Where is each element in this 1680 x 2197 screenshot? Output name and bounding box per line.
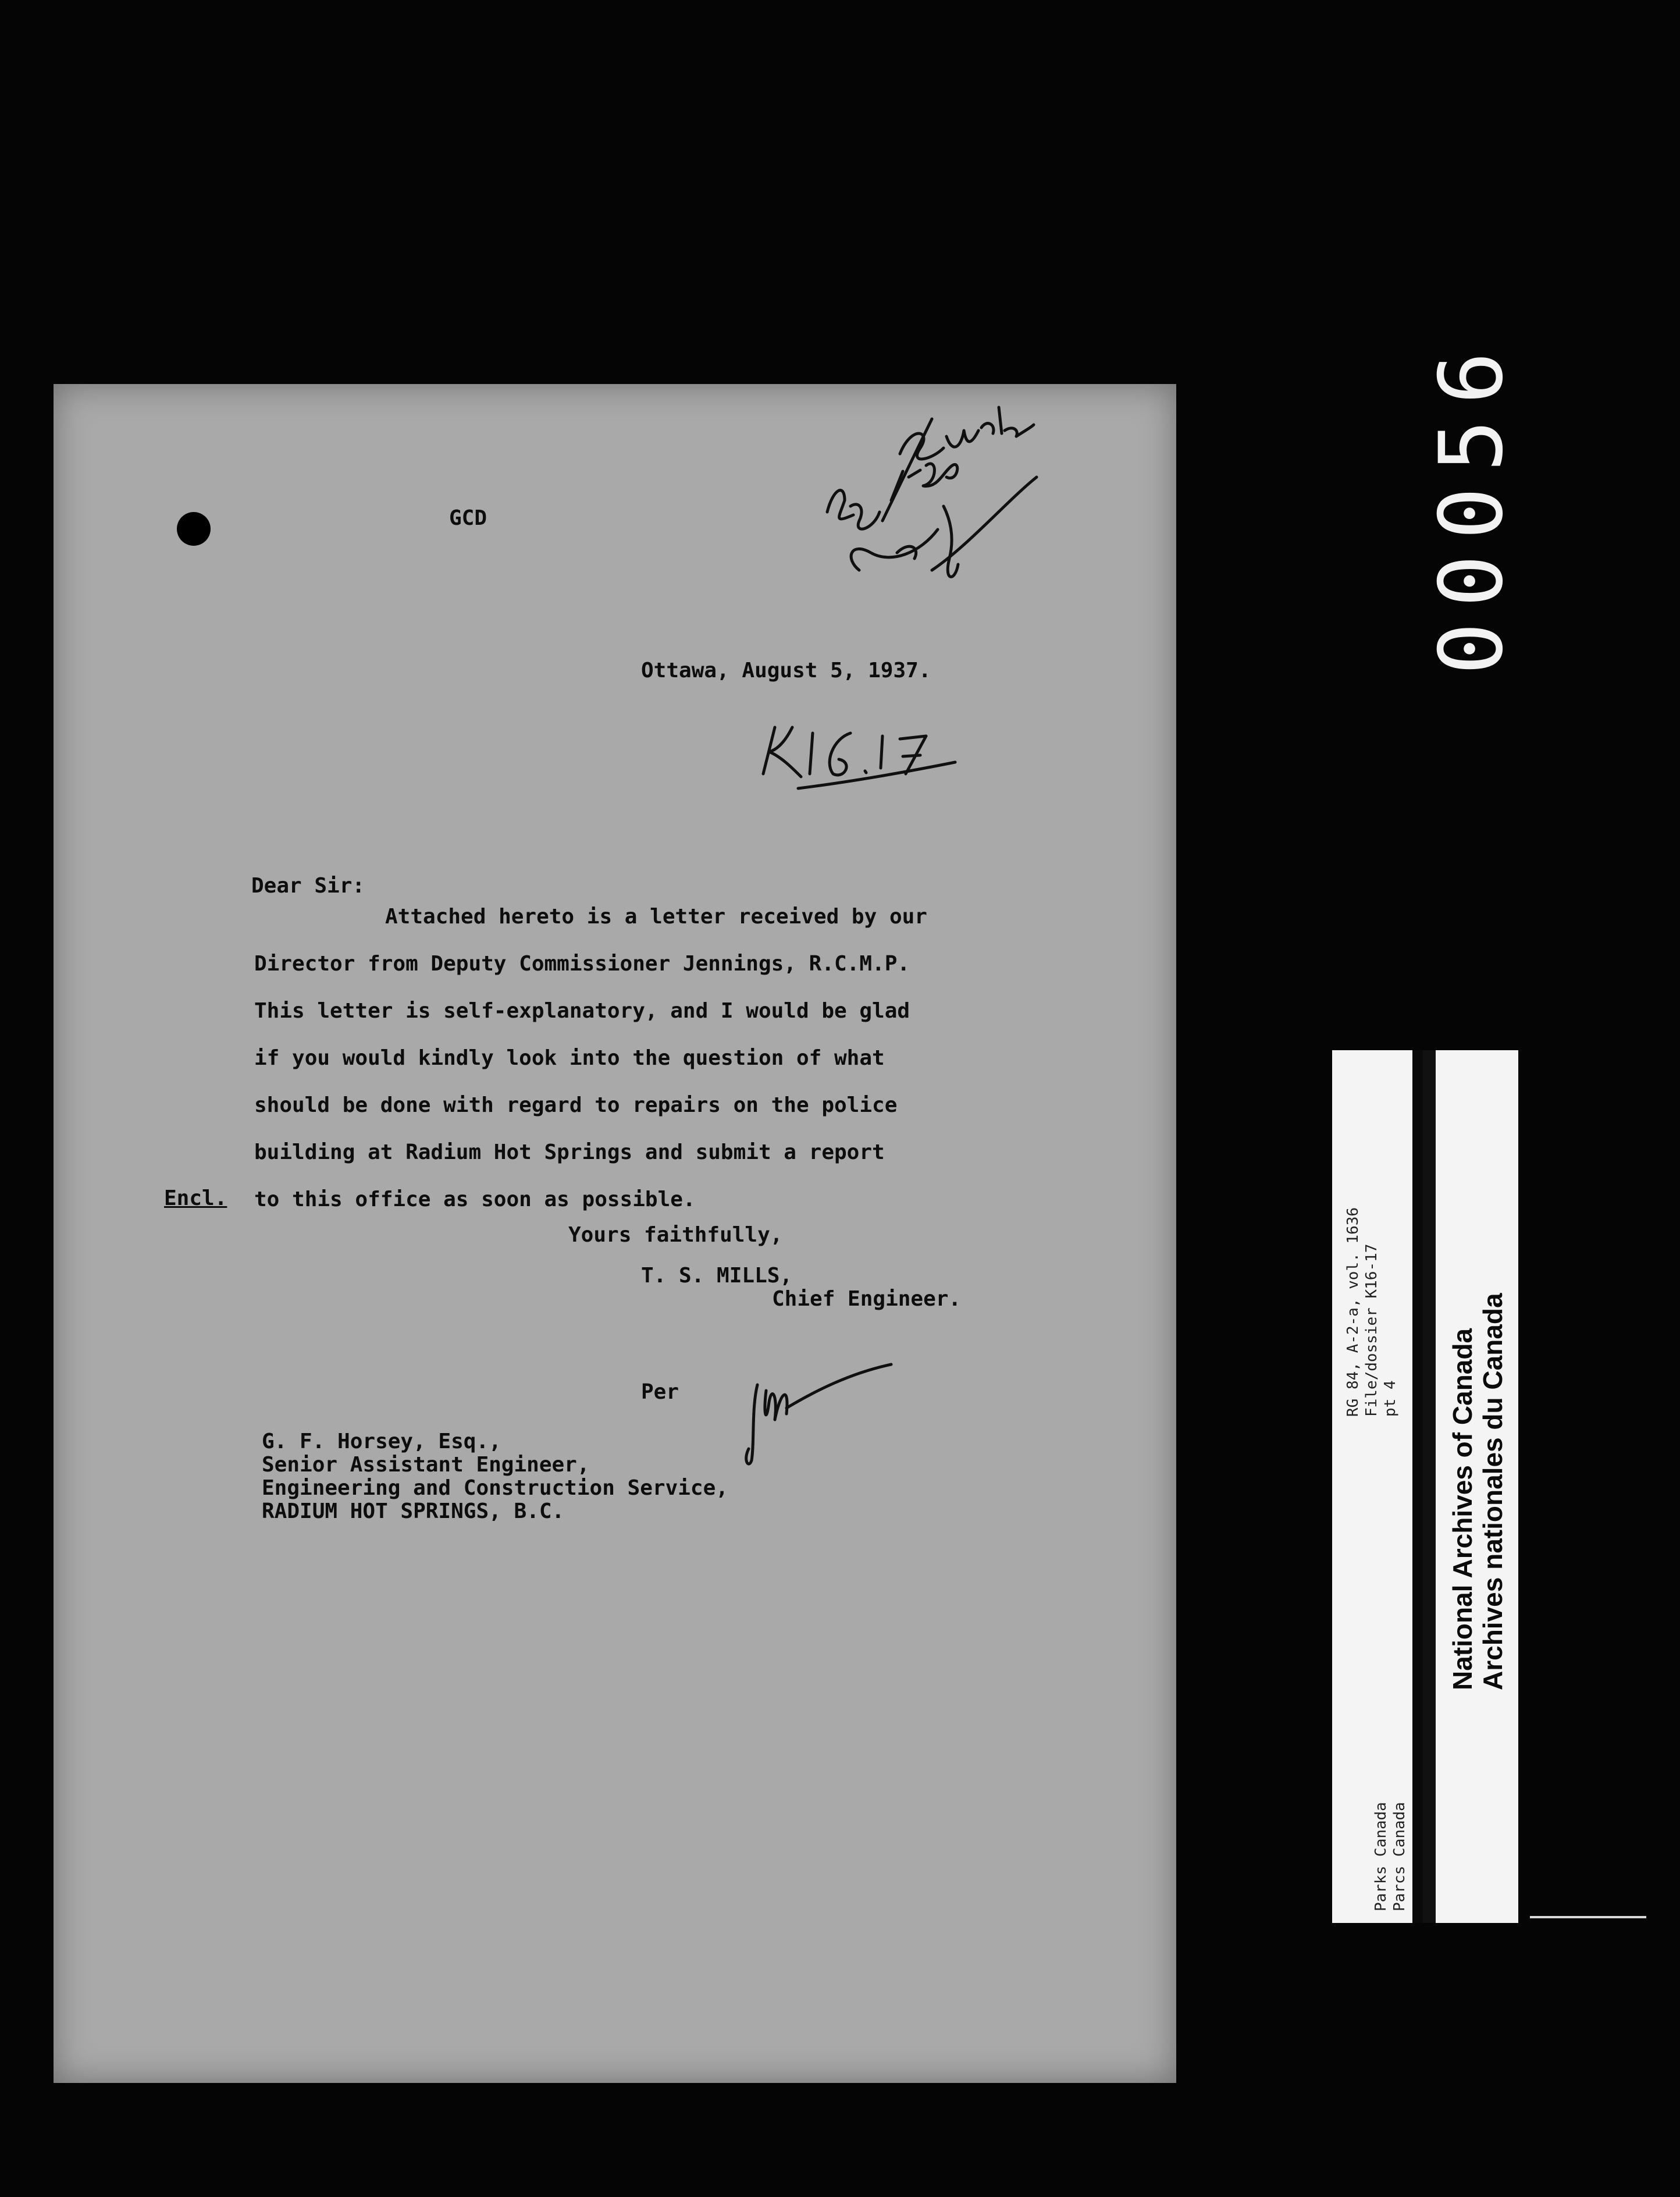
archives-line-en: National Archives of Canada bbox=[1447, 1328, 1478, 1690]
body-line: Director from Deputy Commissioner Jennings, R.C.M.P. bbox=[254, 952, 910, 976]
archives-name bbox=[1447, 1293, 1508, 1690]
letter-sheet bbox=[54, 384, 1176, 2083]
agency-credit bbox=[1372, 1802, 1409, 1911]
file-reference bbox=[1344, 1207, 1400, 1417]
addressee-line: G. F. Horsey, Esq., bbox=[262, 1430, 501, 1453]
label-black-strip bbox=[1423, 1050, 1436, 1923]
signatory-title: Chief Engineer. bbox=[772, 1287, 962, 1311]
punch-hole bbox=[177, 512, 211, 546]
label-divider bbox=[1412, 1050, 1423, 1923]
closing: Yours faithfully, bbox=[568, 1223, 783, 1247]
label-rule bbox=[1530, 1916, 1646, 1918]
body-line: if you would kindly look into the question of what bbox=[254, 1046, 885, 1070]
addressee-line: RADIUM HOT SPRINGS, B.C. bbox=[262, 1499, 565, 1523]
body-line: building at Radium Hot Springs and submit a report bbox=[254, 1140, 885, 1164]
reference-line: RG 84, A-2-a, vol. 1636 bbox=[1344, 1207, 1362, 1417]
archives-line-fr: Archives nationales du Canada bbox=[1478, 1293, 1508, 1690]
body-line: should be done with regard to repairs on the police bbox=[254, 1093, 898, 1117]
handwritten-initials bbox=[734, 1350, 909, 1478]
addressee-line: Senior Assistant Engineer, bbox=[262, 1453, 590, 1477]
archive-label-card bbox=[1332, 1050, 1518, 1923]
frame-number bbox=[1421, 215, 1522, 675]
handwritten-file-number bbox=[752, 716, 996, 797]
enclosure-note: Encl. bbox=[164, 1186, 227, 1210]
letter-body bbox=[254, 893, 1069, 1223]
agency-line-fr: Parcs Canada bbox=[1391, 1802, 1408, 1911]
reference-line: File/dossier K16-17 bbox=[1363, 1243, 1380, 1417]
body-line: This letter is self-explanatory, and I would be glad bbox=[254, 999, 910, 1023]
body-line: to this office as soon as possible. bbox=[254, 1188, 696, 1211]
addressee-line: Engineering and Construction Service, bbox=[262, 1476, 728, 1500]
addressee-block bbox=[262, 1430, 728, 1523]
handwritten-note bbox=[757, 384, 1072, 593]
reference-line: pt 4 bbox=[1382, 1380, 1399, 1417]
signatory-name: T. S. MILLS, bbox=[641, 1264, 793, 1288]
per-label: Per bbox=[641, 1380, 679, 1404]
frame-number-text: 00056 bbox=[1421, 336, 1522, 675]
agency-line-en: Parks Canada bbox=[1372, 1802, 1390, 1911]
place-date: Ottawa, August 5, 1937. bbox=[641, 659, 931, 682]
reference-initials: GCD bbox=[449, 506, 487, 530]
body-line: Attached hereto is a letter received by our bbox=[385, 905, 927, 929]
salutation: Dear Sir: bbox=[251, 874, 365, 898]
